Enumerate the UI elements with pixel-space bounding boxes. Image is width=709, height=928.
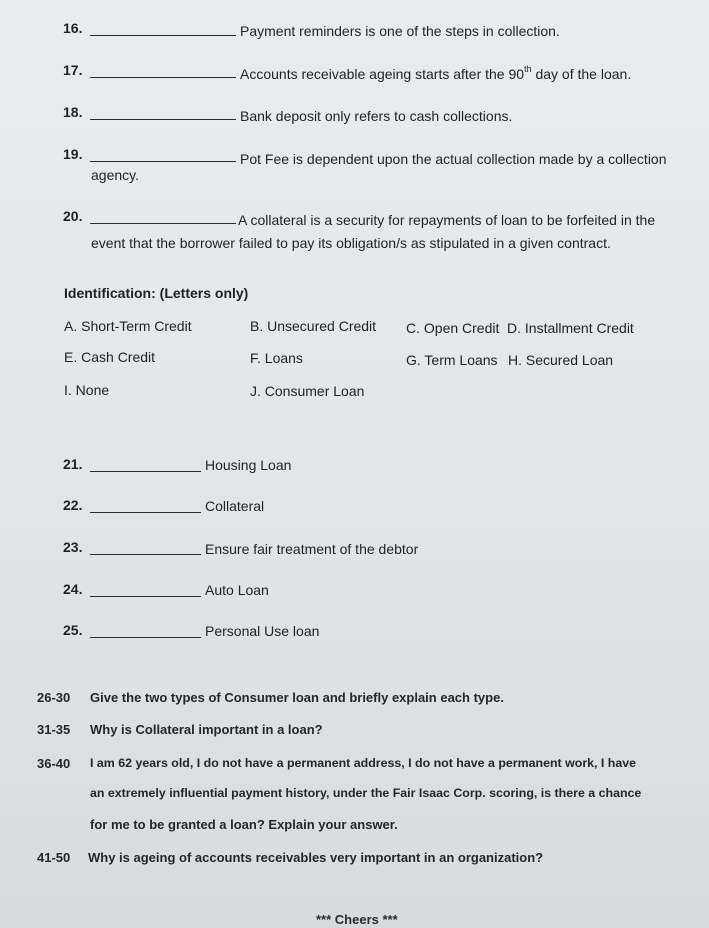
choice-option: I. None — [64, 382, 110, 398]
choice-option: A. Short-Term Credit — [64, 318, 192, 334]
identification-item-text: Housing Loan — [205, 457, 292, 473]
statement-text — [240, 66, 631, 82]
item-number: 24. — [63, 581, 83, 597]
essay-question: Why is ageing of accounts receivables very important in an organization? — [88, 850, 544, 865]
statement-text: Pot Fee is dependent upon the actual collection made by a collection — [240, 151, 667, 167]
item-number: 21. — [63, 456, 83, 472]
identification-item-text: Personal Use loan — [205, 623, 320, 639]
statement-text: Payment reminders is one of the steps in collection. — [240, 23, 560, 39]
footer-cheers: *** Cheers *** — [316, 912, 398, 927]
item-number: 22. — [63, 497, 83, 513]
answer-blank[interactable] — [90, 596, 201, 597]
essay-question-continuation: for me to be granted a loan? Explain your answer. — [90, 817, 398, 832]
essay-range: 41-50 — [37, 850, 71, 865]
identification-item-text: Ensure fair treatment of the debtor — [205, 541, 419, 557]
item-number: 16. — [63, 20, 83, 36]
essay-question-continuation: an extremely influential payment history, under the Fair Isaac Corp. scoring, is there a chance — [90, 786, 642, 800]
choice-option: J. Consumer Loan — [250, 383, 365, 399]
answer-blank[interactable] — [90, 161, 236, 162]
statement-text-part: day of the loan. — [531, 66, 632, 82]
choice-option: B. Unsecured Credit — [250, 318, 377, 334]
essay-question: Give the two types of Consumer loan and briefly explain each type. — [90, 690, 504, 705]
statement-continuation: agency. — [91, 167, 139, 183]
choice-option: G. Term Loans — [406, 352, 498, 368]
item-number: 25. — [63, 622, 83, 638]
statement-text-part: Accounts receivable ageing starts after the 90 — [240, 66, 525, 82]
essay-range: 36-40 — [37, 756, 71, 771]
answer-blank[interactable] — [90, 471, 201, 472]
ordinal-superscript: th — [524, 64, 532, 74]
choice-option: E. Cash Credit — [64, 349, 156, 365]
item-number: 23. — [63, 539, 83, 555]
essay-range: 26-30 — [37, 690, 71, 705]
choice-option: F. Loans — [250, 350, 303, 366]
essay-question: Why is Collateral important in a loan? — [90, 722, 323, 737]
choice-option: H. Secured Loan — [508, 352, 614, 368]
answer-blank[interactable] — [90, 77, 236, 78]
answer-blank[interactable] — [90, 223, 236, 224]
item-number: 17. — [63, 62, 83, 78]
statement-continuation: event that the borrower failed to pay its obligation/s as stipulated in a given contract. — [91, 235, 611, 251]
statement-text: Bank deposit only refers to cash collections. — [240, 108, 513, 124]
item-number: 18. — [63, 104, 83, 120]
choice-option: D. Installment Credit — [507, 320, 634, 336]
answer-blank[interactable] — [90, 512, 201, 513]
essay-question: I am 62 years old, I do not have a permanent address, I do not have a permanent work, I have — [90, 756, 637, 770]
statement-text: A collateral is a security for repayments of loan to be forfeited in the — [238, 212, 656, 228]
answer-blank[interactable] — [90, 637, 201, 638]
item-number: 20. — [63, 208, 83, 224]
essay-range: 31-35 — [37, 722, 71, 737]
answer-blank[interactable] — [90, 119, 236, 120]
identification-item-text: Auto Loan — [205, 582, 269, 598]
identification-item-text: Collateral — [205, 498, 265, 514]
answer-blank[interactable] — [90, 554, 201, 555]
item-number: 19. — [63, 146, 83, 162]
identification-heading: Identification: (Letters only) — [64, 285, 249, 301]
answer-blank[interactable] — [90, 35, 236, 36]
choice-option: C. Open Credit — [406, 320, 500, 336]
